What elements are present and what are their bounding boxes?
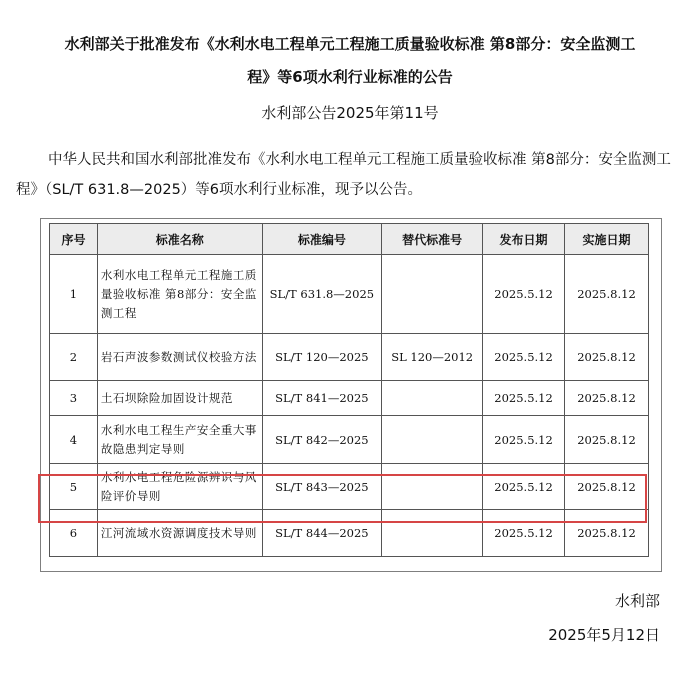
cell-code: SL/T 631.8—2025	[262, 255, 382, 334]
cell-code: SL/T 844—2025	[262, 510, 382, 557]
issue-date: 2025年5月12日	[548, 626, 660, 644]
cell-publish: 2025.5.12	[483, 255, 565, 334]
cell-effective: 2025.8.12	[565, 464, 649, 510]
issuer-signature: 水利部	[614, 592, 660, 610]
table-header-row	[50, 224, 649, 255]
cell-code: SL/T 843—2025	[262, 464, 382, 510]
table-row	[50, 510, 649, 557]
cell-no: 2	[50, 334, 98, 381]
cell-replace	[382, 381, 483, 416]
header-replace: 替代标准号	[382, 224, 483, 255]
cell-name: 水利水电工程单元工程施工质量验收标准 第8部分：安全监测工程	[97, 255, 262, 334]
cell-effective: 2025.8.12	[565, 381, 649, 416]
cell-code: SL/T 841—2025	[262, 381, 382, 416]
cell-effective: 2025.8.12	[565, 416, 649, 464]
header-effective-date: 实施日期	[565, 224, 649, 255]
cell-publish: 2025.5.12	[483, 510, 565, 557]
header-name: 标准名称	[97, 224, 262, 255]
table-row	[50, 334, 649, 381]
announcement-number: 水利部公告2025年第11号	[261, 104, 439, 122]
cell-no: 1	[50, 255, 98, 334]
cell-name: 岩石声波参数测试仪校验方法	[97, 334, 262, 381]
cell-name: 土石坝除险加固设计规范	[97, 381, 262, 416]
cell-publish: 2025.5.12	[483, 416, 565, 464]
table-row-highlighted	[50, 464, 649, 510]
cell-effective: 2025.8.12	[565, 334, 649, 381]
cell-replace	[382, 510, 483, 557]
table-row	[50, 381, 649, 416]
header-publish-date: 发布日期	[483, 224, 565, 255]
cell-replace	[382, 416, 483, 464]
cell-replace	[382, 464, 483, 510]
cell-publish: 2025.5.12	[483, 464, 565, 510]
cell-no: 4	[50, 416, 98, 464]
table-row	[50, 416, 649, 464]
cell-publish: 2025.5.12	[483, 334, 565, 381]
announcement-body: 中华人民共和国水利部批准发布《水利水电工程单元工程施工质量验收标准 第8部分：安全监测工程》（SL/T 631.8—2025）等6项水利行业标准，现予以公告。	[16, 152, 671, 198]
header-no: 序号	[50, 224, 98, 255]
cell-publish: 2025.5.12	[483, 381, 565, 416]
announcement-title	[0, 28, 700, 94]
cell-effective: 2025.8.12	[565, 255, 649, 334]
cell-name: 水利水电工程生产安全重大事故隐患判定导则	[97, 416, 262, 464]
cell-no: 5	[50, 464, 98, 510]
standards-table-image	[40, 218, 662, 572]
cell-replace: SL 120—2012	[382, 334, 483, 381]
cell-effective: 2025.8.12	[565, 510, 649, 557]
table-row	[50, 255, 649, 334]
cell-replace	[382, 255, 483, 334]
title-line-1: 水利部关于批准发布《水利水电工程单元工程施工质量验收标准 第8部分：安全监测工	[64, 35, 636, 53]
standards-table	[49, 223, 649, 557]
cell-no: 3	[50, 381, 98, 416]
cell-code: SL/T 842—2025	[262, 416, 382, 464]
cell-name: 江河流域水资源调度技术导则	[97, 510, 262, 557]
cell-no: 6	[50, 510, 98, 557]
header-code: 标准编号	[262, 224, 382, 255]
cell-name: 水利水电工程危险源辨识与风险评价导则	[97, 464, 262, 510]
title-line-2: 程》等6项水利行业标准的公告	[247, 68, 453, 86]
cell-code: SL/T 120—2025	[262, 334, 382, 381]
